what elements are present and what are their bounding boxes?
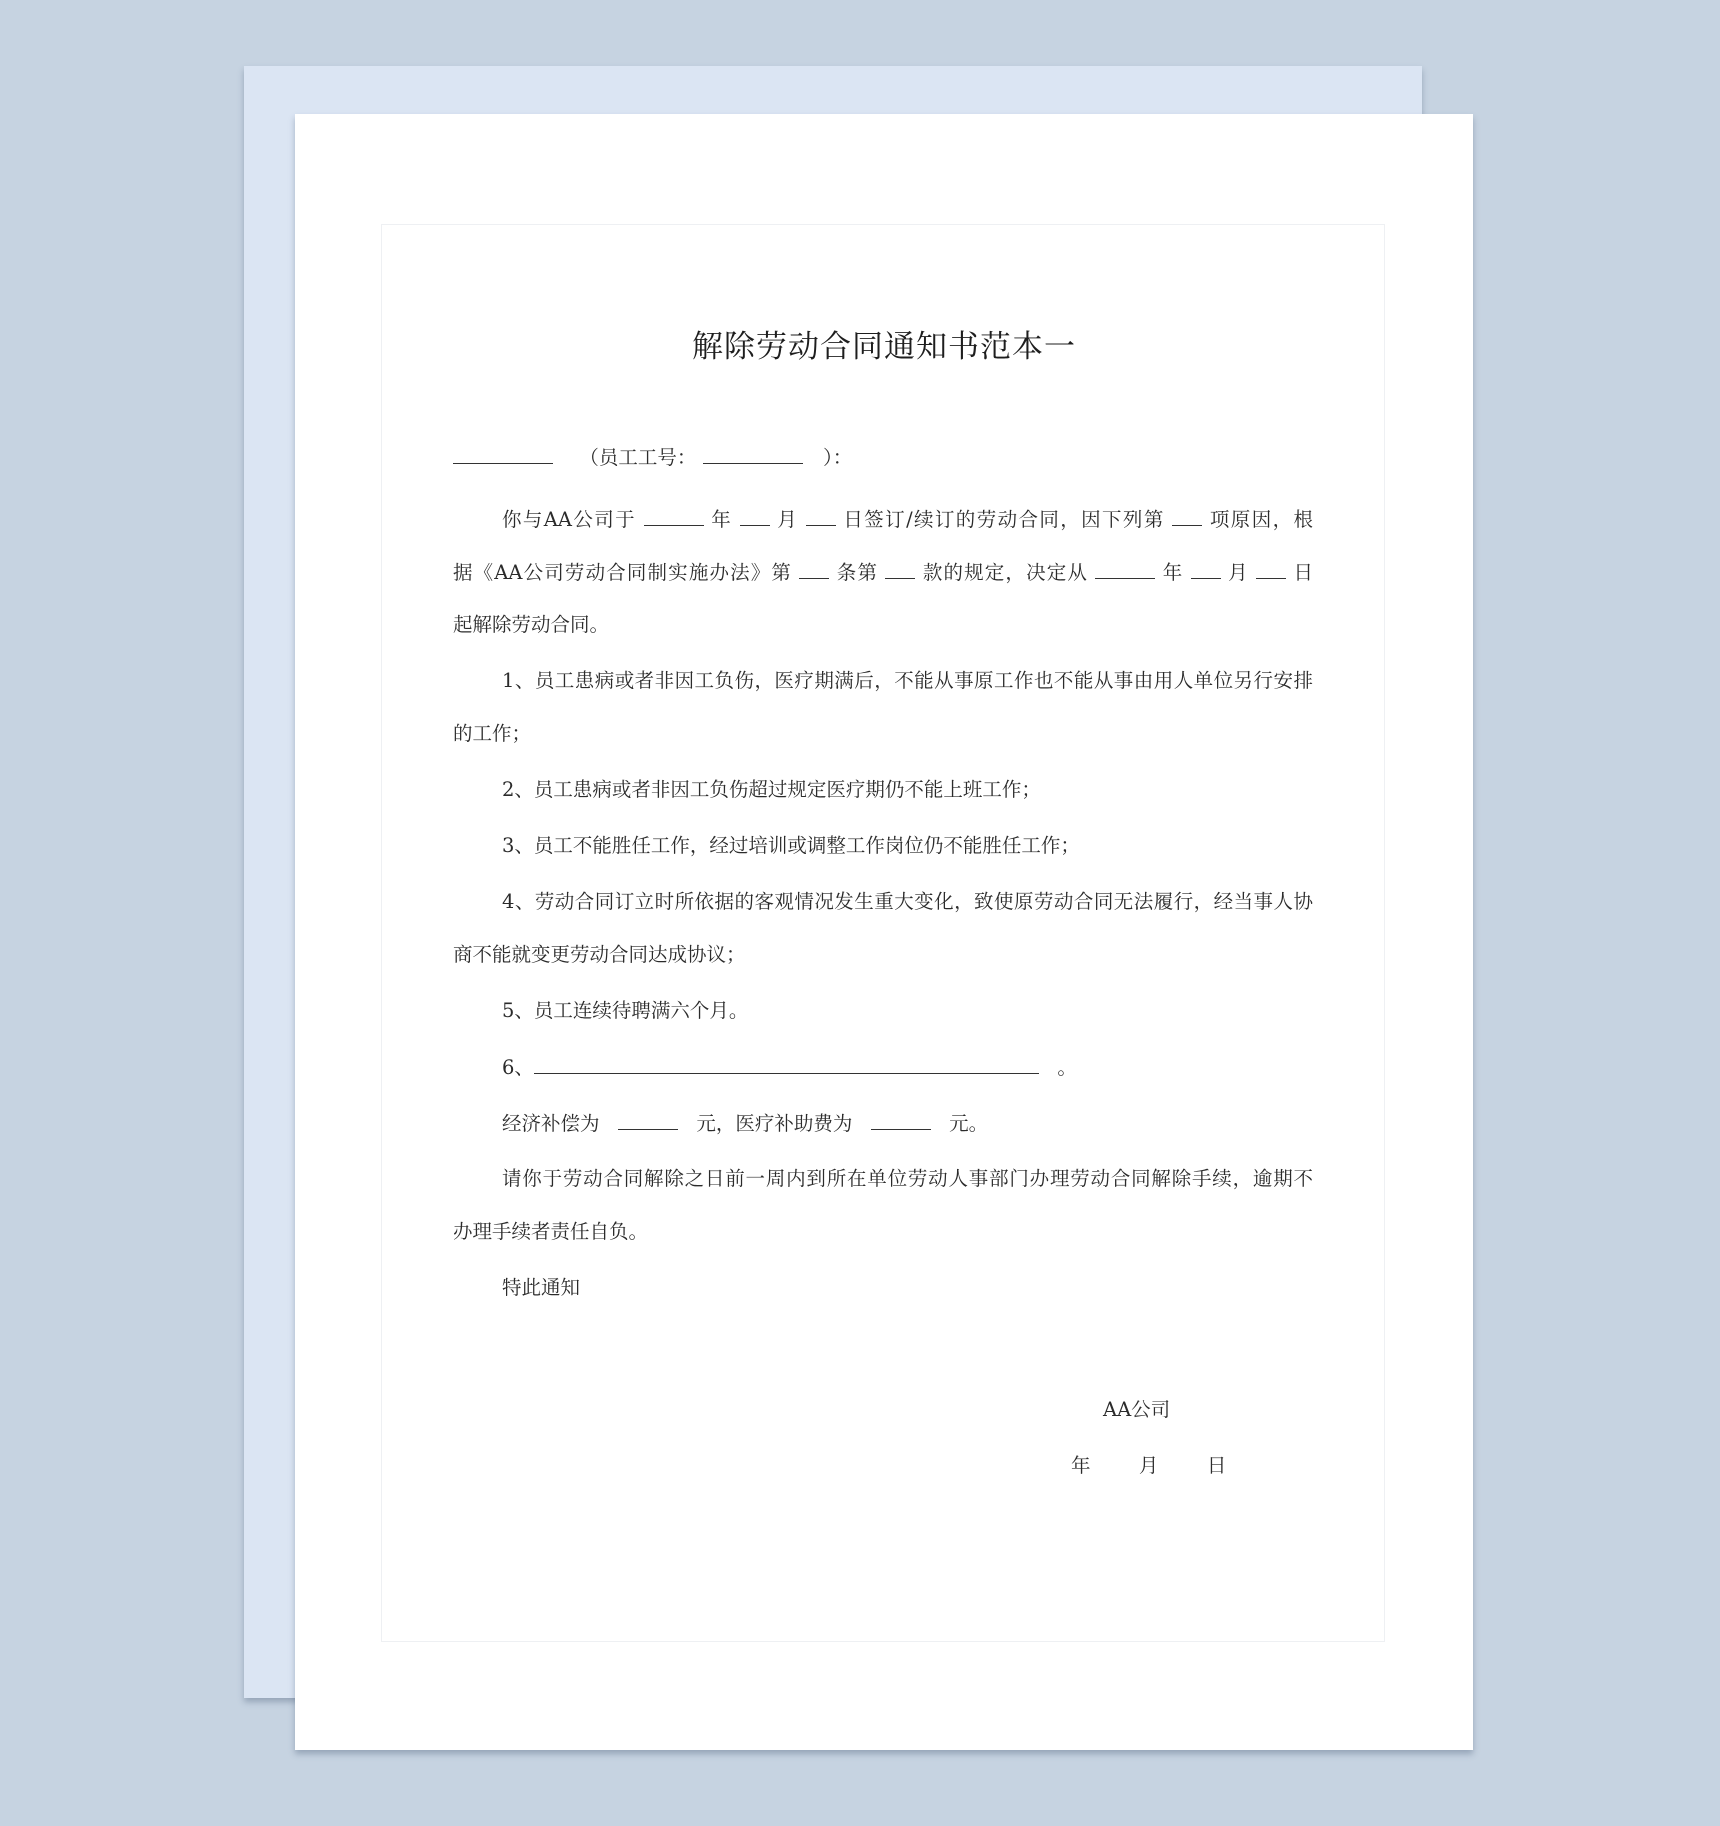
reason-1-line-2: 的工作； [453,722,532,745]
sign-day-label: 日签订/续订的劳动合同，因下列第 [843,508,1165,531]
reason-label: 项原因，根 [1209,508,1313,531]
signature-day: 日 [1206,1454,1227,1477]
reason-4-line-2: 商不能就变更劳动合同达成协议； [453,943,746,966]
economic-compensation-blank[interactable] [618,1111,678,1130]
end-year-label: 年 [1162,561,1184,584]
article-label: 条第 [836,561,879,584]
intro-line-3: 起解除劳动合同。 [453,613,610,636]
reason-5: 5、员工连续待聘满六个月。 [502,999,749,1022]
reason-1-line-1: 1、员工患病或者非因工负伤，医疗期满后，不能从事原工作也不能从事由用人单位另行安排 [502,669,1313,692]
reason-6 [502,1055,1313,1080]
end-day-blank[interactable] [1256,560,1286,579]
employee-no-label: （员工工号： [579,446,697,469]
procedure-line-2: 办理手续者责任自负。 [453,1220,649,1243]
article-blank[interactable] [799,560,829,579]
intro-line-1 [502,507,1313,532]
intro-text: 你与AA公司于 [502,508,637,531]
signature-company: AA公司 [1103,1398,1171,1421]
employee-name-blank[interactable] [453,445,553,464]
closing-text: 特此通知 [502,1276,581,1299]
reason-no-blank[interactable] [1172,507,1202,526]
end-month-blank[interactable] [1191,560,1221,579]
regulation-text: 据《AA公司劳动合同制实施办法》第 [453,561,793,584]
end-month-label: 月 [1228,561,1249,584]
end-day-label: 日 [1293,561,1314,584]
sign-month-blank[interactable] [740,507,770,526]
medical-allowance-blank[interactable] [871,1111,931,1130]
sign-year-blank[interactable] [644,507,704,526]
procedure-line-1: 请你于劳动合同解除之日前一周内到所在单位劳动人事部门办理劳动合同解除手续，逾期不 [502,1167,1313,1190]
economic-compensation-label: 经济补偿为 [502,1112,600,1135]
reason-4-line-1: 4、劳动合同订立时所依据的客观情况发生重大变化，致使原劳动合同无法履行，经当事人协 [502,890,1313,913]
reason-2: 2、员工患病或者非因工负伤超过规定医疗期仍不能上班工作； [502,778,1041,801]
medical-allowance-unit: 元。 [949,1112,989,1135]
medical-allowance-label: 元，医疗补助费为 [696,1112,853,1135]
clause-label: 款的规定，决定从 [922,561,1089,584]
compensation-line [502,1111,1313,1136]
signature-date [1071,1450,1226,1478]
reason-3: 3、员工不能胜任工作，经过培训或调整工作岗位仍不能胜任工作； [502,834,1080,857]
document-page [295,114,1473,1750]
sign-year-label: 年 [711,508,733,531]
intro-line-2 [453,560,1313,585]
employee-no-blank[interactable] [703,445,803,464]
sign-day-blank[interactable] [806,507,836,526]
reason-6-blank[interactable] [534,1055,1039,1074]
reason-6-prefix: 6、 [502,1056,534,1079]
page-margin-frame [381,224,1385,1642]
salutation-line [453,445,1313,470]
signature-month: 月 [1138,1454,1159,1477]
end-year-blank[interactable] [1095,560,1155,579]
clause-blank[interactable] [885,560,915,579]
reason-6-suffix: 。 [1057,1056,1077,1079]
sign-month-label: 月 [777,508,799,531]
signature-year: 年 [1071,1454,1091,1477]
salutation-close: ）： [823,446,853,469]
document-title: 解除劳动合同通知书范本一 [692,329,1076,365]
